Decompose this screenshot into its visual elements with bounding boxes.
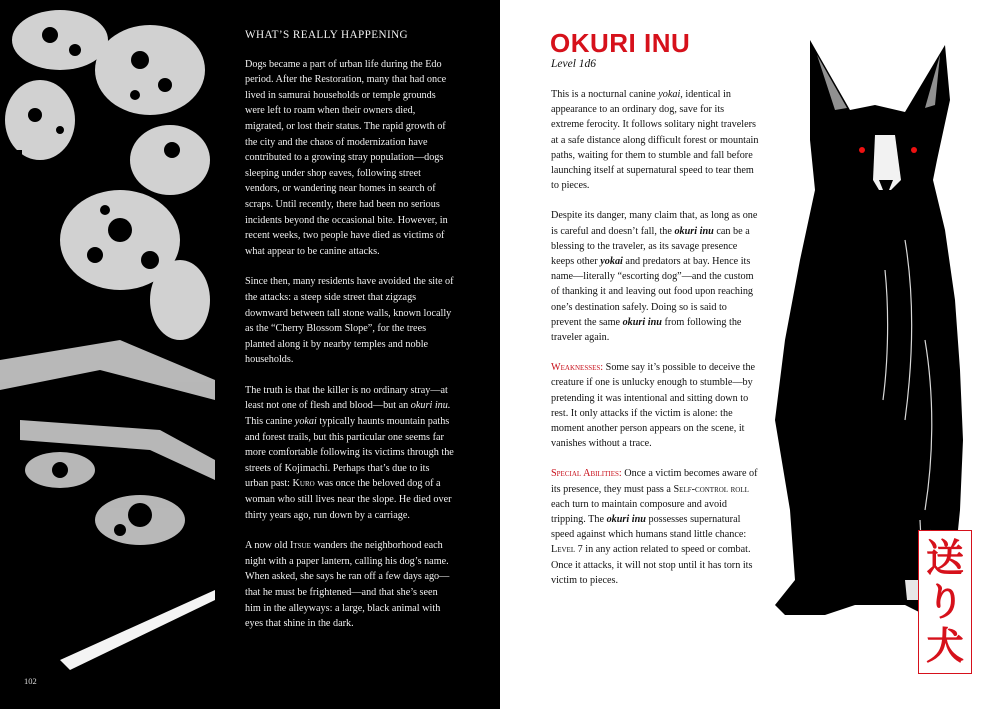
italic-term: okuri inu. bbox=[410, 400, 451, 412]
left-body-text bbox=[245, 28, 455, 647]
kanji-seal bbox=[918, 530, 972, 674]
text-run: and predators at bay. Hence its name—literally “escorting dog”—and the custom of thanking it and leaving out food upon reaching one’s destination safely. Doing so is said to prevent the same bbox=[551, 256, 754, 328]
text-run: Despite its danger, many claim that, as long as one is careful and doesn’t fall, the bbox=[551, 210, 758, 237]
eye-left bbox=[859, 147, 865, 153]
left-paragraph-4 bbox=[245, 538, 455, 632]
character-name: Itsue bbox=[290, 540, 311, 552]
text-run: The truth is that the killer is no ordinary stray—at least not one of flesh and blood—but an bbox=[245, 384, 448, 412]
text-run: was once the beloved dog of a woman who still lives near the slope. He died over thirty years ago, run down by a carriage. bbox=[245, 478, 452, 521]
special-abilities-paragraph bbox=[551, 466, 759, 588]
text-run: wanders the neighborhood each night with a paper lantern, calling his dog’s name. When asked, she says he ran off a few days ago—that he must be frightened—and that she’s seen him in the alleyways: a large, black animal with eyes that shine in the dark. bbox=[245, 540, 450, 630]
page-number: 102 bbox=[24, 676, 37, 686]
text-run: from following the traveler again. bbox=[551, 316, 742, 344]
special-abilities-label: Special Abilities: bbox=[551, 468, 622, 480]
text-run: typically haunts mountain paths and forest trails, but this particular one seems far more comfortable following its victims through the streets of Kojimachi. Perhaps that’s due to its urban past: bbox=[245, 416, 454, 490]
text-run: in any action related to speed or combat. Once it attacks, it will not stop until it has torn its victim to pieces. bbox=[551, 544, 753, 586]
left-paragraph-3 bbox=[245, 383, 455, 523]
left-paragraph-2: Since then, many residents have avoided the site of the attacks: a steep side street that zigzags downward between tall stone walls, known locally as the “Cherry Blossom Slope”, for the trees planted along it by nearby temples and noble households. bbox=[245, 276, 454, 366]
text-run: each turn to maintain composure and avoid tripping. The bbox=[551, 498, 727, 526]
text-run: This is a nocturnal canine bbox=[551, 89, 659, 100]
right-page bbox=[500, 0, 1000, 709]
roll-name: Self-control roll bbox=[673, 483, 749, 495]
right-body-text bbox=[551, 87, 759, 603]
level-subtitle: Level 1d6 bbox=[551, 58, 597, 70]
text-run: can be a blessing to the traveler, as its savage presence keeps other bbox=[551, 225, 750, 268]
kanji-char-2: り bbox=[925, 580, 964, 624]
text-run: Once a victim becomes aware of its presence, they must pass a bbox=[551, 468, 758, 495]
left-paragraph-1: Dogs became a part of urban life during the Edo period. After the Restoration, many that had once lived in samurai households or temple grounds were left to roam when their owners died, migrated, or lost their status. The rapid growth of the city and the chaos of modernization have contributed to a growing stray population—dogs sleeping under shop eaves, following street vendors, or wandering near homes in search of scraps. Until recently, there had been no serious incidents beyond the occasional bite. However, in recent weeks, two people have died as victims of what appear to be canine attacks. bbox=[245, 58, 448, 257]
page-title: OKURI INU bbox=[550, 28, 691, 58]
kanji-char-3: 犬 bbox=[925, 624, 964, 668]
text-run: A now old bbox=[245, 540, 290, 552]
kanji-char-1: 送 bbox=[925, 536, 964, 580]
eye-right bbox=[911, 147, 917, 153]
section-heading: WHAT’S REALLY HAPPENING bbox=[245, 29, 409, 41]
level-value: Level 7 bbox=[551, 544, 583, 556]
weaknesses-paragraph bbox=[551, 360, 759, 451]
night-street-illustration bbox=[0, 0, 215, 709]
text-run: possesses supernatural speed against which humans stand little chance: bbox=[551, 514, 747, 541]
weaknesses-label: Weaknesses: bbox=[551, 362, 604, 374]
character-name: Kuro bbox=[292, 478, 315, 490]
italic-term: okuri inu bbox=[606, 514, 646, 526]
right-paragraph-2 bbox=[551, 208, 759, 345]
right-paragraph-1 bbox=[551, 87, 759, 193]
text-run: This canine bbox=[245, 416, 295, 428]
text-run: , identical in appearance to an ordinary dog, save for its extreme ferocity. It follows solitary night travelers at a safe distance along difficult forest or mountain paths, waiting for them to stumble and fall before launching itself at supernatural speed to tear them to pieces. bbox=[551, 89, 759, 192]
italic-term: yokai bbox=[294, 416, 317, 428]
italic-term: okuri inu bbox=[622, 316, 662, 328]
italic-term: okuri inu bbox=[674, 225, 714, 237]
text-run: Some say it’s possible to deceive the creature if one is unlucky enough to stumble—by pretending it was intentional and sitting down to rest. It only attacks if the victim is alone: the moment another person appears on the scene, it vanishes without a trace. bbox=[551, 362, 756, 450]
italic-term: yokai bbox=[658, 89, 681, 100]
italic-term: yokai bbox=[600, 256, 623, 268]
